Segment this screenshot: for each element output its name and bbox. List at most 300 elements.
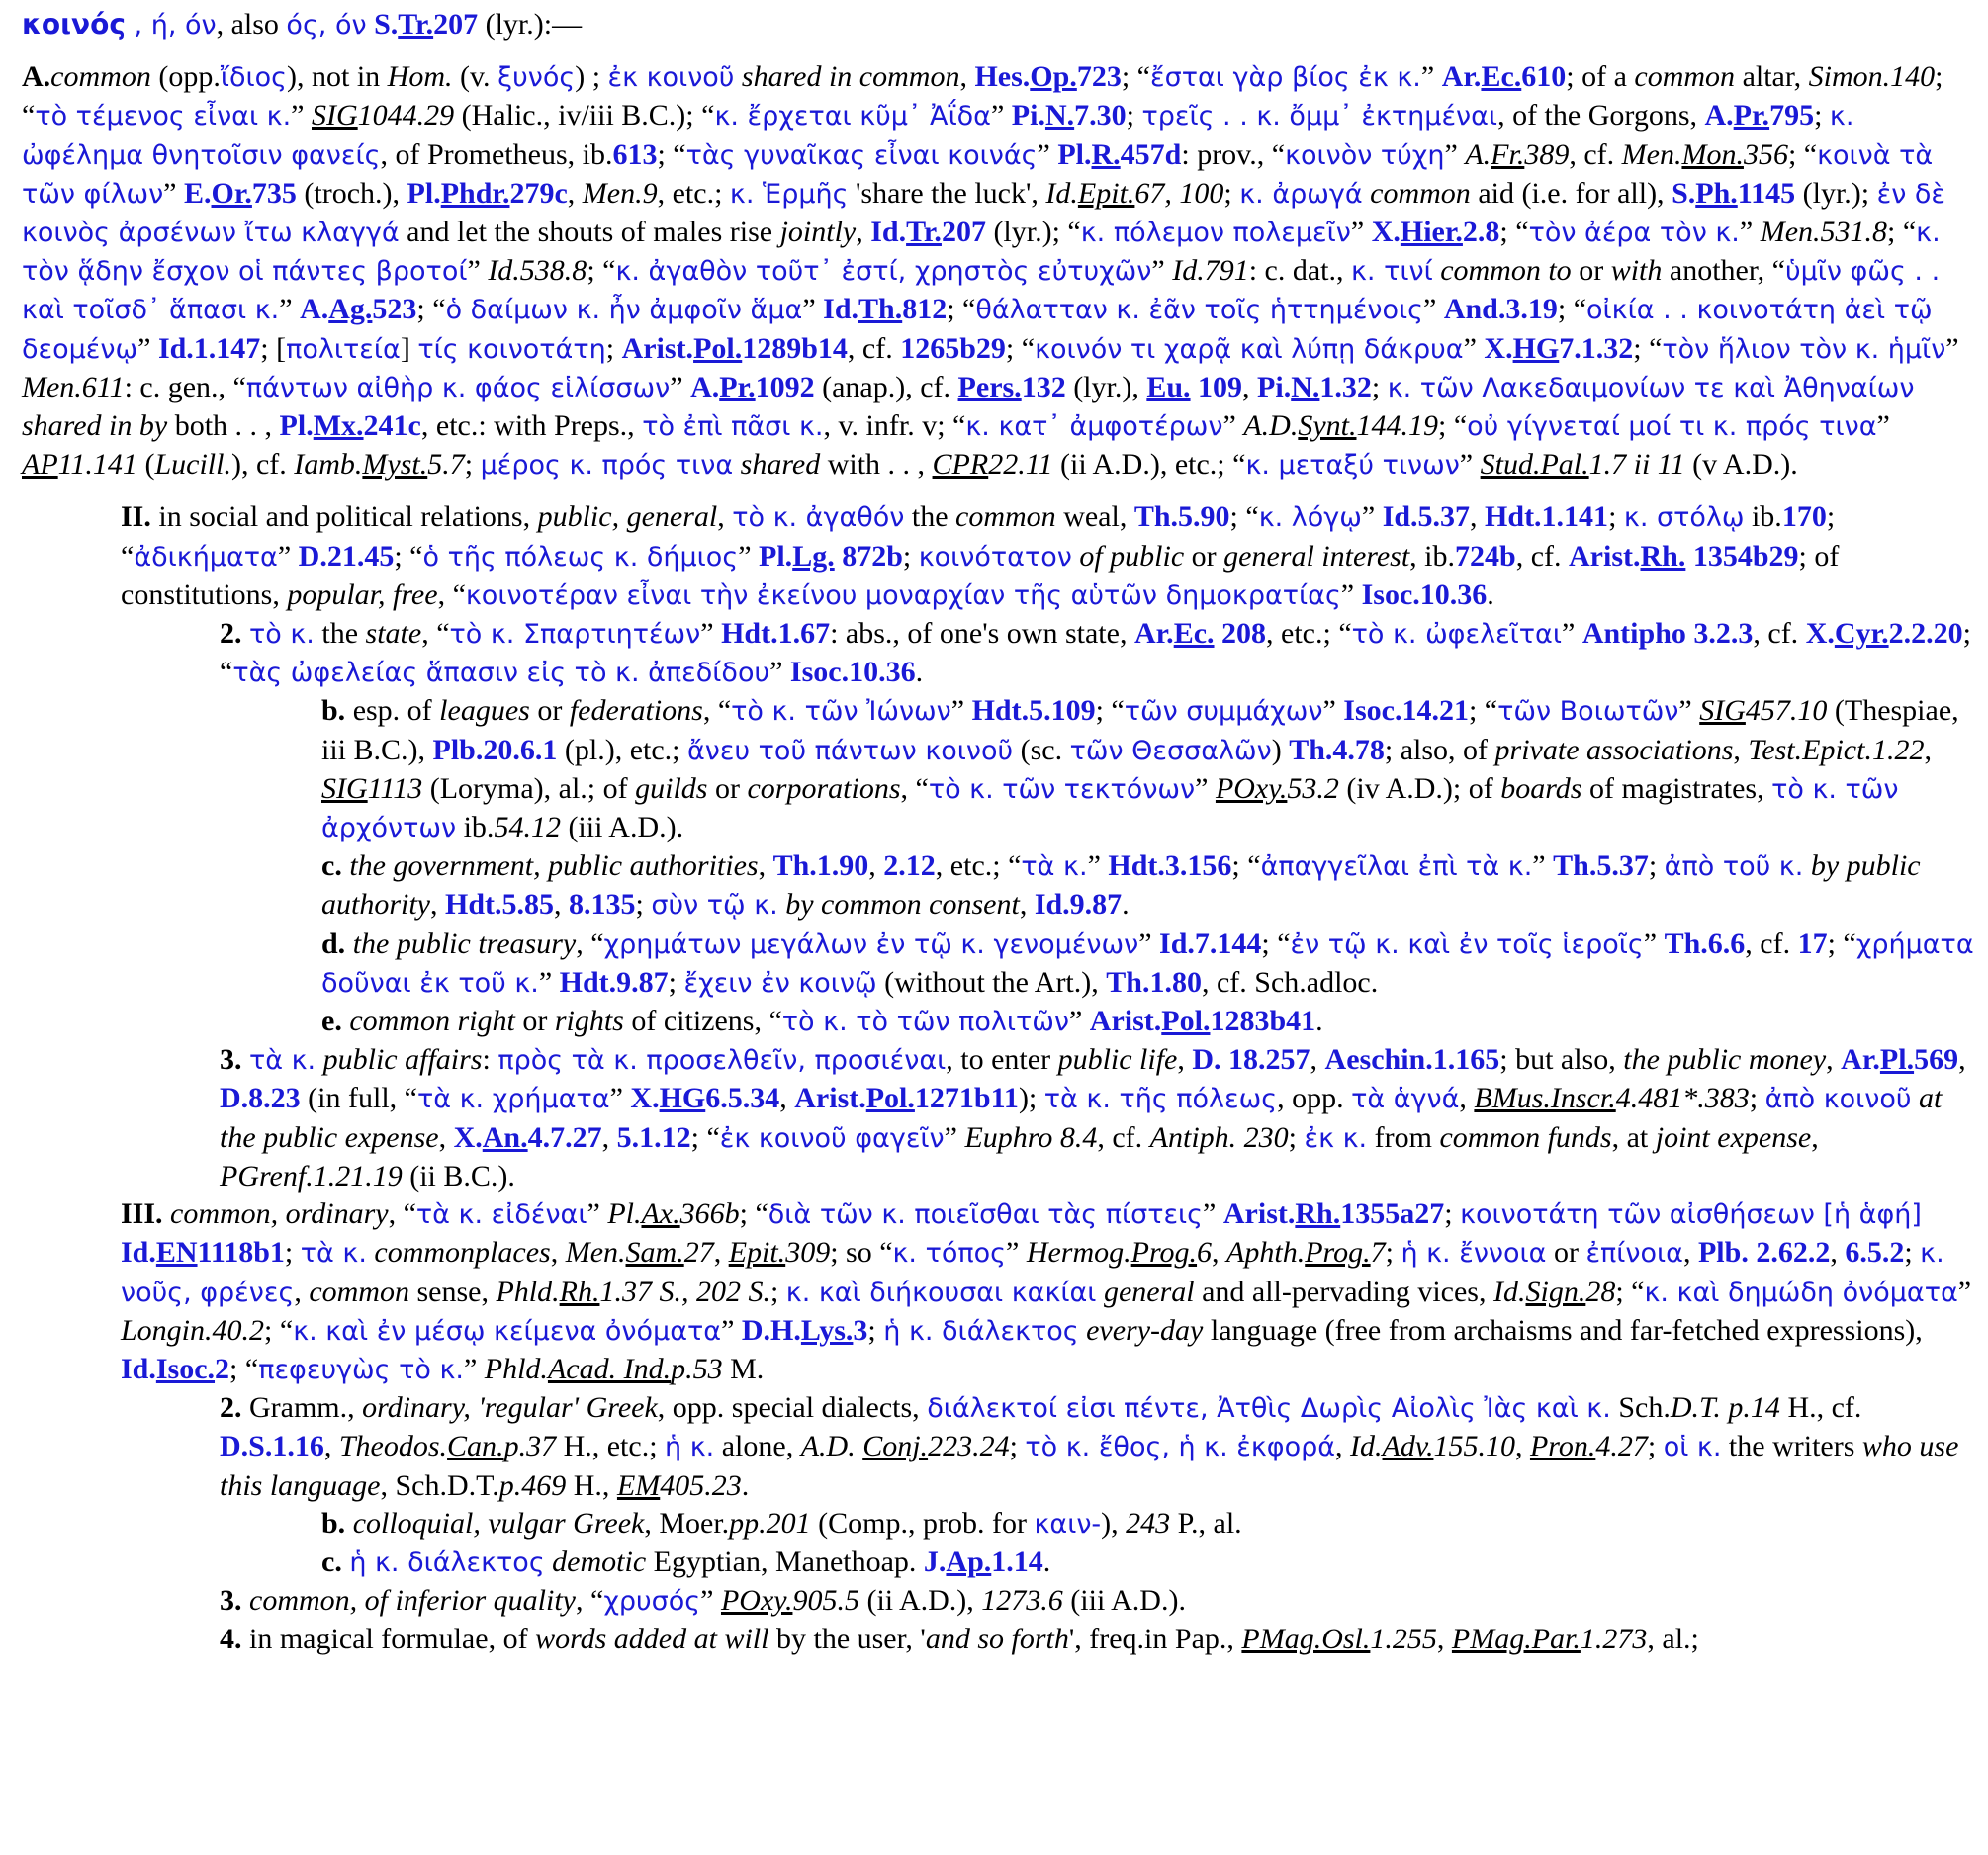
greek-text: διάλεκτοί εἰσι πέντε, Ἀτθὶς Δωρὶς Αἰολὶς Ἰὰς καὶ κ. xyxy=(927,1393,1611,1425)
italic-text: 22.11 xyxy=(988,448,1053,482)
body-text: ; “ xyxy=(1437,409,1468,443)
body-text: ; “ xyxy=(220,617,1971,689)
body-text: ” xyxy=(1006,1236,1027,1270)
citation-link[interactable]: Ar.Ec. xyxy=(1133,617,1215,651)
citation-link[interactable]: Hdt.5.109 xyxy=(971,694,1096,728)
citation-link[interactable]: 5.1.12 xyxy=(616,1120,691,1154)
citation-link[interactable]: And.3.19 xyxy=(1443,293,1558,326)
citation-link[interactable]: 724b xyxy=(1455,539,1516,573)
body-text: Gramm., xyxy=(241,1391,363,1425)
citation-link[interactable]: Aeschin.1.165 xyxy=(1324,1043,1500,1077)
italic-text: and so forth xyxy=(925,1623,1069,1656)
body-text: . xyxy=(1315,1005,1323,1038)
body-text: ” xyxy=(721,1313,742,1347)
body-text: and all-pervading vices, xyxy=(1194,1275,1493,1308)
italic-text: ordinary, 'regular' Greek xyxy=(362,1391,658,1425)
greek-text: ἐκ κοινοῦ φαγεῖν xyxy=(719,1122,945,1154)
body-text: the xyxy=(904,500,956,534)
body-text: H., etc.; xyxy=(556,1430,666,1463)
greek-text: κ. ἀρωγά xyxy=(1239,178,1363,210)
body-text: , cf. xyxy=(1745,927,1798,960)
italic-text: Lucill. xyxy=(154,448,231,482)
italic-text: Id. xyxy=(1045,176,1078,210)
body-text: ; “ xyxy=(264,1313,294,1347)
body-text: ; “ xyxy=(121,500,1836,573)
italic-text: common xyxy=(50,60,151,94)
citation-link[interactable]: A.Pr.1092 xyxy=(690,370,815,403)
body-text: , xyxy=(323,1430,339,1463)
body-text: , cf. xyxy=(1753,617,1806,651)
body-text: ; xyxy=(1288,1120,1305,1154)
body-text: ” xyxy=(769,656,790,689)
body-text: , cf. xyxy=(1515,539,1570,573)
greek-text: κ. ἀγαθὸν τοῦτ᾽ ἐστί, χρηστὸς εὐτυχῶν xyxy=(615,256,1152,288)
sense-paragraph xyxy=(22,1041,1976,1195)
italic-text: Aphth. xyxy=(1226,1236,1306,1270)
greek-text: κοινοτάτη τῶν αἰσθήσεων [ἡ ἁφή] xyxy=(1460,1199,1922,1231)
citation-link[interactable]: Id.Tr.207 xyxy=(870,216,986,249)
citation-link[interactable]: Isoc.14.21 xyxy=(1343,694,1469,728)
greek-text: μέρος κ. πρός τινα xyxy=(480,450,734,482)
body-text: ; xyxy=(668,965,684,999)
citation-link[interactable]: 208 xyxy=(1214,617,1267,651)
source-abbrev: Sam. xyxy=(625,1236,684,1270)
italic-text: demotic xyxy=(544,1545,647,1578)
citation-link[interactable]: S.Tr.207 xyxy=(374,8,479,41)
body-text: , xyxy=(856,216,871,249)
italic-text: common xyxy=(1634,60,1736,94)
greek-text: ἔχειν ἐν κοινῷ xyxy=(683,967,877,999)
sense-paragraph xyxy=(22,926,1976,1003)
source-abbrev: SIG xyxy=(321,771,368,805)
greek-text: τρεῖς . . κ. ὄμμ᾽ ἐκτημέναι xyxy=(1141,101,1498,132)
source-abbrev: Epit. xyxy=(728,1236,786,1270)
citation-link[interactable]: Eu. xyxy=(1146,370,1191,403)
body-text: ; “ xyxy=(1005,331,1036,365)
body-text: ” xyxy=(1423,293,1444,326)
citation-link[interactable]: Th.5.37 xyxy=(1553,849,1649,883)
italic-text: Men. xyxy=(1621,137,1682,171)
sense-paragraph xyxy=(22,498,1976,615)
body-text: ; “ xyxy=(587,254,616,288)
citation-link[interactable]: 872b xyxy=(834,539,903,573)
source-abbrev: Acad. Ind. xyxy=(547,1352,672,1385)
greek-text: κ. στόλῳ xyxy=(1623,502,1745,534)
body-text: ib. xyxy=(456,811,495,844)
source-abbrev: Stud.Pal. xyxy=(1480,448,1589,482)
sense-label: A. xyxy=(22,60,51,94)
italic-text: 27 xyxy=(683,1236,714,1270)
greek-text: ξυνός xyxy=(497,62,576,94)
body-text: ” xyxy=(1340,577,1362,611)
greek-text: τῶν συμμάχων xyxy=(1124,696,1323,728)
citation-link[interactable]: Hdt.9.87 xyxy=(559,965,669,999)
body-text: , xyxy=(438,1120,454,1154)
italic-text: general interest xyxy=(1223,539,1410,573)
body-text: (v. xyxy=(452,60,498,94)
body-text xyxy=(242,617,250,650)
citation-link[interactable]: 613 xyxy=(612,137,658,171)
citation-link[interactable]: D.H.Lys.3 xyxy=(741,1313,868,1347)
body-text: ; xyxy=(464,448,481,482)
body-text: esp. of xyxy=(345,694,440,728)
body-text: ; also, of xyxy=(1384,733,1495,766)
body-text: ” xyxy=(1739,216,1761,249)
citation-link[interactable]: Hdt.1.67 xyxy=(721,617,831,651)
italic-text: 54.12 xyxy=(494,811,561,844)
greek-text: τὸ κ. τὸ τῶν πολιτῶν xyxy=(781,1007,1069,1038)
body-text: , xyxy=(1826,1043,1842,1077)
greek-text: ἴδιος xyxy=(220,62,287,94)
body-text: ” xyxy=(1678,694,1700,728)
greek-text: κοινὸν τύχη xyxy=(1285,139,1445,171)
citation-link[interactable]: 170 xyxy=(1781,500,1827,534)
italic-text: of public xyxy=(1071,539,1185,573)
greek-text: οἰκία . . κοινοτάτη ἀεὶ τῷ δεομένῳ xyxy=(22,295,1933,365)
body-text: (troch.), xyxy=(296,176,407,210)
italic-text: shared xyxy=(733,448,821,482)
source-abbrev: POxy. xyxy=(1215,771,1288,805)
citation-link[interactable]: Pi.N.7.30 xyxy=(1011,99,1127,132)
body-text: ; “ xyxy=(1615,1275,1645,1308)
italic-text: jointly xyxy=(779,216,857,249)
citation-link[interactable]: A.Pr.795 xyxy=(1704,99,1815,132)
citation-link[interactable]: Ar.Ec.610 xyxy=(1441,60,1567,94)
body-text: the writers xyxy=(1721,1430,1862,1463)
body-text: , “ xyxy=(388,1197,416,1231)
italic-text: Men. xyxy=(565,1236,626,1270)
italic-text: common xyxy=(1362,176,1471,210)
body-text: , xyxy=(294,1275,310,1308)
body-text: ” xyxy=(291,99,312,132)
sense-paragraph xyxy=(22,1544,1976,1582)
citation-link[interactable]: D.21.45 xyxy=(298,539,395,573)
body-text: , at xyxy=(1611,1120,1656,1154)
body-text: ; “ xyxy=(1121,60,1150,94)
greek-text: , ή, όν xyxy=(125,10,217,41)
citation-link[interactable]: Id.1.147 xyxy=(157,331,261,365)
italic-text: boards xyxy=(1500,771,1582,805)
italic-text: the public money xyxy=(1623,1043,1827,1077)
source-abbrev: Mon. xyxy=(1681,137,1744,171)
body-text: ” xyxy=(700,617,722,651)
body-text: , xyxy=(1514,1430,1530,1463)
body-text: , of Prometheus, ib. xyxy=(380,137,613,171)
italic-text: rights xyxy=(554,1005,624,1038)
citation-link[interactable]: Ar.Pl.569 xyxy=(1841,1043,1959,1077)
italic-text: Id.791 xyxy=(1172,254,1249,288)
citation-link[interactable]: E.Or.735 xyxy=(183,176,297,210)
entry-headline xyxy=(22,6,1976,44)
citation-link[interactable]: J.Ap.1.14 xyxy=(923,1545,1043,1578)
italic-text: 7 xyxy=(1370,1236,1386,1270)
greek-text: ἡ κ. xyxy=(665,1432,715,1463)
citation-link[interactable]: Th.6.6 xyxy=(1664,927,1746,960)
citation-link[interactable]: 6.5.2 xyxy=(1845,1236,1905,1270)
body-text: . xyxy=(1487,577,1494,611)
citation-link[interactable]: 109 xyxy=(1190,370,1243,403)
citation-link[interactable]: X.An.4.7.27 xyxy=(453,1120,602,1154)
greek-text: κ. τινί xyxy=(1351,256,1433,288)
body-text: , xyxy=(717,500,733,534)
sense-label: b. xyxy=(321,694,346,728)
citation-link[interactable]: Pl.Lg. xyxy=(759,539,835,573)
greek-text: κ. νοῦς, φρένες xyxy=(121,1238,1944,1308)
italic-text: corporations xyxy=(747,771,901,805)
body-text: or xyxy=(1546,1236,1586,1270)
citation-link[interactable]: 1354b29 xyxy=(1685,539,1799,573)
body-text: ; xyxy=(605,331,622,365)
citation-link[interactable]: Pi.N.1.32 xyxy=(1257,370,1372,403)
italic-text: 223.24 xyxy=(928,1430,1010,1463)
body-text: ; “ xyxy=(1887,216,1917,249)
greek-text: ὁ δαίμων κ. ἦν ἀμφοῖν ἅμα xyxy=(445,295,803,326)
italic-text: 905.5 xyxy=(792,1584,859,1618)
source-abbrev: Can. xyxy=(447,1430,504,1463)
body-text: ; xyxy=(1749,1082,1765,1115)
greek-text: κοινότατον xyxy=(918,541,1072,573)
source-abbrev: AP xyxy=(22,448,58,482)
body-text: , opp. xyxy=(1277,1082,1352,1115)
body-text: , xyxy=(554,888,570,922)
body-text: ” xyxy=(738,539,760,573)
body-text xyxy=(242,1043,250,1076)
body-text: (pl.), etc.; xyxy=(557,733,687,766)
greek-text: τὰ κ. εἰδέναι xyxy=(415,1199,587,1231)
greek-text: ὁ τῆς πόλεως κ. δήμιος xyxy=(422,541,739,573)
body-text: ; “ xyxy=(1499,216,1529,249)
italic-text: 389 xyxy=(1524,137,1570,171)
italic-text: words added at will xyxy=(535,1623,769,1656)
body-text: ; of constitutions, xyxy=(121,539,1840,611)
body-text: (iii A.D.). xyxy=(560,811,684,844)
greek-text: διὰ τῶν κ. ποιεῖσθαι τὰς πίστεις xyxy=(768,1199,1204,1231)
citation-link[interactable]: Id.Th.812 xyxy=(823,293,948,326)
italic-text: Men.611 xyxy=(22,370,125,403)
body-text: , xyxy=(1177,1043,1193,1077)
body-text: ; “ xyxy=(22,60,1943,132)
italic-text: 53.2 xyxy=(1287,771,1339,805)
body-text: ” xyxy=(944,1120,965,1154)
body-text: ” xyxy=(1151,254,1173,288)
italic-text: Men.531.8 xyxy=(1760,216,1888,249)
body-text: , “ xyxy=(575,1584,604,1618)
greek-text: κ. μεταξύ τινων xyxy=(1245,450,1460,482)
italic-text: private associations xyxy=(1494,733,1734,766)
citation-link[interactable]: Plb. 2.62.2 xyxy=(1697,1236,1831,1270)
body-text: (lyr.); xyxy=(1795,176,1877,210)
greek-text: τὰ κ. χρήματα xyxy=(416,1084,610,1115)
body-text: ” xyxy=(587,1197,608,1231)
greek-text: ὑμῖν φῶς . . καὶ τοῖσδ᾽ ἅπασι κ. xyxy=(22,256,1941,326)
citation-link[interactable]: Pers.132 xyxy=(957,370,1066,403)
citation-link[interactable]: Arist.Pol.1283b41 xyxy=(1089,1005,1316,1038)
body-text: ” xyxy=(1068,1005,1090,1038)
italic-text: the public treasury xyxy=(345,927,577,960)
body-text: ” xyxy=(1361,500,1383,534)
body-text: or xyxy=(529,694,570,728)
greek-text: τὰ κ. xyxy=(1021,851,1088,883)
citation-link[interactable]: Pl.R.457d xyxy=(1057,137,1182,171)
body-text: , xyxy=(1212,1236,1227,1270)
italic-text: 1.273 xyxy=(1580,1623,1648,1656)
citation-link[interactable]: Th.5.90 xyxy=(1133,500,1230,534)
italic-text: with xyxy=(1610,254,1663,288)
body-text: , xyxy=(779,1082,795,1115)
body-text: ; xyxy=(284,1236,301,1270)
citation-link[interactable]: Hdt.1.141 xyxy=(1485,500,1609,534)
citation-link[interactable]: X.Cyr.2.2.20 xyxy=(1805,617,1963,651)
citation-link[interactable]: 8.135 xyxy=(569,888,636,922)
citation-link[interactable]: X.HG6.5.34 xyxy=(630,1082,780,1115)
body-text: ; “ xyxy=(1787,137,1818,171)
body-text: (Thespiae, iii B.C.), xyxy=(321,694,1959,766)
citation-link[interactable]: Arist.Pol.1289b14 xyxy=(621,331,848,365)
citation-link[interactable]: Isoc.10.36 xyxy=(1361,577,1488,611)
body-text: (lyr.), xyxy=(1065,370,1147,403)
body-text: , xyxy=(1958,1043,1966,1077)
citation-link[interactable]: Id.Isoc.2 xyxy=(121,1352,230,1385)
italic-text: 1.7 ii 11 xyxy=(1588,448,1685,482)
citation-link[interactable]: Th.1.80 xyxy=(1106,965,1202,999)
greek-text: κοινόν τι χαρᾷ καὶ λύπῃ δάκρυα xyxy=(1035,333,1464,365)
source-abbrev: PMag.Par. xyxy=(1451,1623,1581,1656)
citation-link[interactable]: D. 18.257 xyxy=(1192,1043,1310,1077)
sense-label: 3. xyxy=(220,1043,242,1077)
greek-text: κ. λόγῳ xyxy=(1258,502,1362,534)
body-text: ), not in xyxy=(287,60,388,94)
italic-text: the government, public authorities xyxy=(341,849,759,883)
citation-link[interactable]: D.8.23 xyxy=(220,1082,301,1115)
body-text: Egyptian, Manethoap. xyxy=(646,1545,924,1578)
citation-link[interactable]: D.S.1.16 xyxy=(220,1430,324,1463)
citation-link[interactable]: 2.12 xyxy=(883,849,936,883)
italic-text: 28 xyxy=(1585,1275,1616,1308)
citation-link[interactable]: Id.7.144 xyxy=(1159,927,1262,960)
body-text: ; “ xyxy=(416,293,446,326)
body-text: ” xyxy=(700,1584,721,1618)
italic-text: 155.10 xyxy=(1433,1430,1515,1463)
greek-text: πολιτεία xyxy=(286,333,401,365)
body-text: ; but also, xyxy=(1499,1043,1624,1077)
italic-text: 5.7 xyxy=(427,448,465,482)
source-abbrev: POxy. xyxy=(720,1584,793,1618)
citation-link[interactable]: 1265b29 xyxy=(900,331,1006,365)
citation-link[interactable]: S.Ph.1145 xyxy=(1672,176,1796,210)
body-text: , “ xyxy=(900,771,929,805)
body-text: , xyxy=(1310,1043,1325,1077)
body-text: or xyxy=(514,1005,555,1038)
body-text: , xyxy=(868,849,884,883)
body-text: the xyxy=(314,617,366,651)
body-text: H., xyxy=(566,1468,617,1502)
citation-link[interactable]: Hdt.3.156 xyxy=(1108,849,1232,883)
citation-link[interactable]: Id.EN1118b1 xyxy=(121,1236,285,1270)
body-text: P., al. xyxy=(1170,1506,1242,1540)
body-text: ” xyxy=(1350,216,1372,249)
body-text: in magical formulae, of xyxy=(241,1623,536,1656)
italic-text: federations xyxy=(569,694,703,728)
body-text: ” xyxy=(1444,137,1466,171)
italic-text: Phld. xyxy=(496,1275,560,1308)
body-text: ” xyxy=(1138,927,1160,960)
citation-link[interactable]: Antipho 3.2.3 xyxy=(1581,617,1754,651)
citation-link[interactable]: X.Hier.2.8 xyxy=(1371,216,1500,249)
body-text: ” xyxy=(1222,409,1244,443)
citation-link[interactable]: Id.9.87 xyxy=(1034,888,1123,922)
greek-text: τὸ κ. ἔθος, ἡ κ. ἐκφορά xyxy=(1025,1432,1336,1463)
greek-text: τὸ κ. Σπαρτιητέων xyxy=(449,619,701,651)
body-text: , xyxy=(713,1236,729,1270)
body-text: both . . , xyxy=(167,409,280,443)
italic-text: Longin.40.2 xyxy=(121,1313,265,1347)
greek-text: ἐπίνοια xyxy=(1585,1238,1683,1270)
body-text: (iii A.D.). xyxy=(1062,1584,1186,1618)
body-text: ; “ xyxy=(739,1197,768,1231)
italic-text: 1.255 xyxy=(1370,1623,1437,1656)
citation-link[interactable]: Id.5.37 xyxy=(1382,500,1471,534)
body-text: , xyxy=(959,60,975,94)
body-text: ” xyxy=(163,176,184,210)
citation-link[interactable]: Arist.Rh. xyxy=(1569,539,1686,573)
body-text: . xyxy=(915,656,924,689)
body-text: , of the Gorgons, xyxy=(1497,99,1705,132)
greek-text: ἐν δὲ κοινὸς ἀρσένων ἴτω κλαγγά xyxy=(22,178,1945,249)
citation-link[interactable]: Arist.Pol.1271b11 xyxy=(794,1082,1019,1115)
italic-text: p.37 xyxy=(503,1430,557,1463)
body-text: with . . , xyxy=(820,448,933,482)
source-abbrev: Pron. xyxy=(1529,1430,1596,1463)
italic-text: 4.27 xyxy=(1595,1430,1648,1463)
italic-text: shared in by xyxy=(22,409,168,443)
sense-paragraph xyxy=(22,847,1976,925)
sense-paragraph xyxy=(22,692,1976,847)
citation-link[interactable]: Hes.Op.723 xyxy=(974,60,1122,94)
citation-link[interactable]: Plb.20.6.1 xyxy=(432,733,558,766)
body-text: ” xyxy=(1876,409,1890,443)
citation-link[interactable]: A.Ag.523 xyxy=(300,293,417,326)
italic-text: 366b xyxy=(679,1197,740,1231)
citation-link[interactable]: Pl.Mx.241c xyxy=(279,409,421,443)
citation-link[interactable]: Isoc.10.36 xyxy=(789,656,916,689)
body-text: ” xyxy=(1957,1275,1972,1308)
citation-link[interactable]: Th.1.90 xyxy=(772,849,869,883)
body-text: (lyr.); “ xyxy=(985,216,1081,249)
body-text: : c. gen., “ xyxy=(124,370,246,403)
citation-link[interactable]: 17 xyxy=(1797,927,1828,960)
body-text: ; xyxy=(867,1313,884,1347)
body-text: (Halic., iv/iii B.C.); “ xyxy=(454,99,715,132)
body-text: , xyxy=(1470,500,1486,534)
greek-text: κ. καὶ ἐν μέσῳ κείμενα ὀνόματα xyxy=(293,1315,722,1347)
source-abbrev: SIG xyxy=(312,99,358,132)
citation-link[interactable]: X.HG7.1.32 xyxy=(1484,331,1634,365)
source-abbrev: CPR xyxy=(932,448,989,482)
citation-link[interactable]: Arist.Rh.1355a27 xyxy=(1222,1197,1445,1231)
greek-text: τὸ κ. τῶν τεκτόνων xyxy=(928,773,1196,805)
italic-text: Phld. xyxy=(484,1352,548,1385)
citation-link[interactable]: Pl.Phdr.279c xyxy=(407,176,568,210)
greek-text: ἀπὸ κοινοῦ xyxy=(1764,1084,1912,1115)
body-text: , xyxy=(601,1120,617,1154)
body-text: ; xyxy=(769,1275,786,1308)
citation-link[interactable]: Hdt.5.85 xyxy=(445,888,555,922)
sense-label: 2. xyxy=(220,1391,242,1425)
body-text: (without the Art.), xyxy=(876,965,1107,999)
body-text: , “ xyxy=(576,927,604,960)
greek-text: κ. πόλεμον πολεμεῖν xyxy=(1080,218,1351,249)
citation-link[interactable]: Th.4.78 xyxy=(1289,733,1385,766)
